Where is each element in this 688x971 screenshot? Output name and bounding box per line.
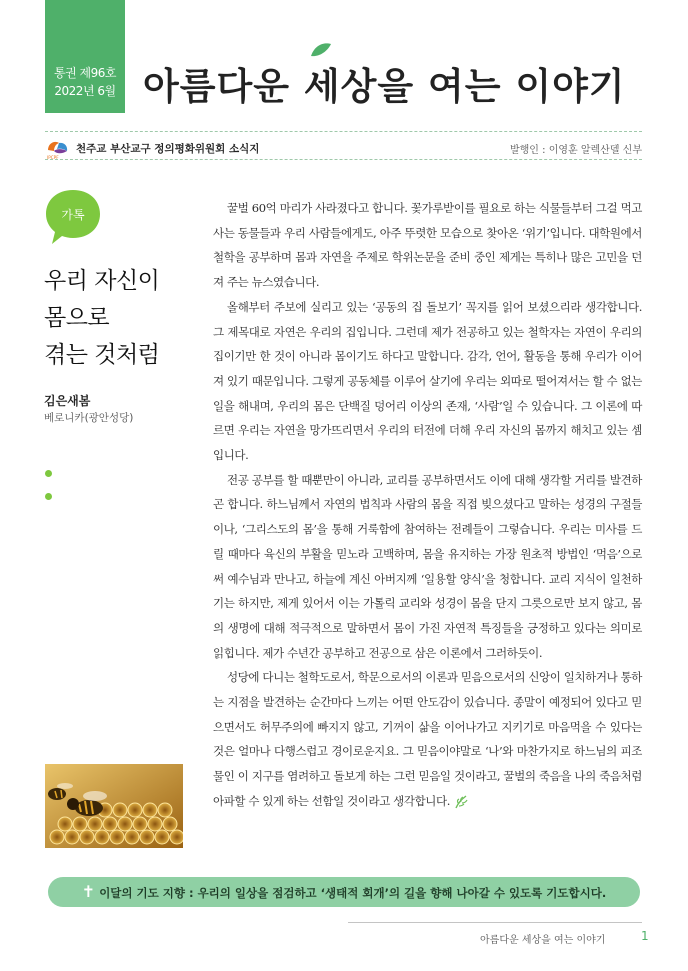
prayer-intention-text: 이달의 기도 지향 : 우리의 일상을 점검하고 ‘생태적 회개’의 길을 향해 나아갈 수 있도록 기도합시다. — [99, 886, 607, 900]
honeybee-photo — [45, 764, 183, 848]
bullet-dot — [45, 493, 52, 500]
page-number: 1 — [641, 929, 649, 943]
headline-line: 몸으로 — [44, 305, 110, 331]
header-divider — [45, 131, 642, 132]
author-name: 김은새봄 — [44, 394, 91, 408]
article-paragraph: 전공 공부를 할 때뿐만이 아니라, 교리를 공부하면서도 이에 대해 생각할 거리를 발견하곤 합니다. 하느님께서 자연의 법칙과 사람의 몸을 직접 빚으셨다고 말하는 성경의 구절들이나, ‘그리스도의 몸’을 통해 거룩함에 참여하는 전례들이 그렇습니다. 우리는 미사를 드릴 때마다 육신의 부활을 믿노라 고백하며, 몸을 유지하는 가장 원초적 방법인 ‘먹음’으로써 예수님과 만나고, 하늘에 계신 아버지께 ‘일용할 양식’을 청합니다. 교리 지식이 일천하기는 하지만, 제게 있어서 이는 가톨릭 교리와 성경이 몸을 단지 그릇으로만 보지 않고, 몸의 생명에 대해 적극적으로 말하면서 몸이 가진 자연적 특징들을 긍정하고 있다는 의미로 읽힙니다. 제가 수년간 공부하고 전공으로 삼은 이론에서 그러하듯이. — [213, 472, 642, 660]
bullet-dot — [45, 470, 52, 477]
footer-divider — [348, 922, 642, 923]
headline-line: 우리 자신이 — [44, 268, 160, 294]
footer-title: 아름다운 세상을 여는 이야기 — [480, 935, 606, 946]
headline-line: 겪는 것처럼 — [44, 342, 160, 368]
organization-logo — [45, 138, 71, 160]
author-affiliation: 베로니카(광안성당) — [44, 412, 134, 424]
issue-date: 2022년 6월 — [54, 84, 116, 98]
issue-volume: 통권 제96호 — [54, 66, 116, 80]
article-paragraph: 올해부터 주보에 실리고 있는 ‘공동의 집 돌보기’ 꼭지를 읽어 보셨으리라 생각합니다. 그 제목대로 자연은 우리의 집입니다. 그런데 제가 전공하고 있는 철학자는 자연이 우리의 집이기만 한 것이 아니라 몸이기도 하다고 말합니다. 감각, 언어, 활동을 통해 우리가 이어져 있기 때문입니다. 그렇게 공동체를 이루어 살기에 우리는 외따로 떨어져서는 할 수 없는 일을 해내며, 우리의 몸은 단백질 덩어리 이상의 존재, ‘사람’일 수 있습니다. 그 이론에 따르면 우리는 자연을 망가뜨리면서 우리의 터전에 더해 우리 자신의 몸까지 해치고 있는 셈입니다. — [213, 299, 642, 463]
logo-caption: JPCPF — [47, 155, 59, 160]
masthead-text: 아름다운 세상을 여는 이야기 — [143, 64, 626, 108]
prayer-intention-banner — [48, 877, 640, 907]
article-paragraph: 꿀벌 60억 마리가 사라졌다고 합니다. 꽃가루받이를 필요로 하는 식물들부터 그걸 먹고 사는 동물들과 우리 사람들에게도, 아주 뚜렷한 모습으로 찾아온 ‘위기’입니다. 대학원에서 철학을 공부하며 몸과 자연을 주제로 학위논문을 준비 중인 제게는 특히나 많은 고민을 던져 주는 뉴스였습니다. — [213, 201, 642, 290]
category-label: 가톡 — [61, 208, 85, 222]
article-paragraph-text: 성당에 다니는 철학도로서, 학문으로서의 이론과 믿음으로서의 신앙이 일치하거나 통하는 지점을 발견하는 순간마다 느끼는 어떤 안도감이 있습니다. 종말이 예정되어 있다고 믿으면서도 허무주의에 빠지지 않고, 기꺼이 삶을 이어나가고 지키기로 마음먹을 수 있다는 것은 얼마나 다행스럽고 경이로운지요. 그 믿음이야말로 ‘나’와 마찬가지로 하느님의 피조물인 이 지구를 염려하고 돌보게 하는 그런 믿음일 것이라고, 꿀벌의 죽음을 나의 죽음처럼 아파할 수 있게 하는 선함일 것이라고 생각합니다. — [213, 670, 642, 808]
issue-badge — [45, 0, 125, 113]
organization-name: 천주교 부산교구 정의평화위원회 소식지 — [76, 143, 260, 155]
section-divider — [45, 159, 642, 160]
masthead-title — [143, 56, 626, 110]
article-paragraph — [213, 665, 642, 813]
leaf-sprig-icon — [454, 795, 468, 809]
article-headline — [44, 263, 194, 374]
cross-icon: ✝ — [81, 882, 96, 901]
publisher-credit: 발행인 : 이영훈 알렉산델 신부 — [509, 145, 642, 156]
leaf-icon — [309, 42, 333, 58]
article-body — [213, 196, 642, 814]
